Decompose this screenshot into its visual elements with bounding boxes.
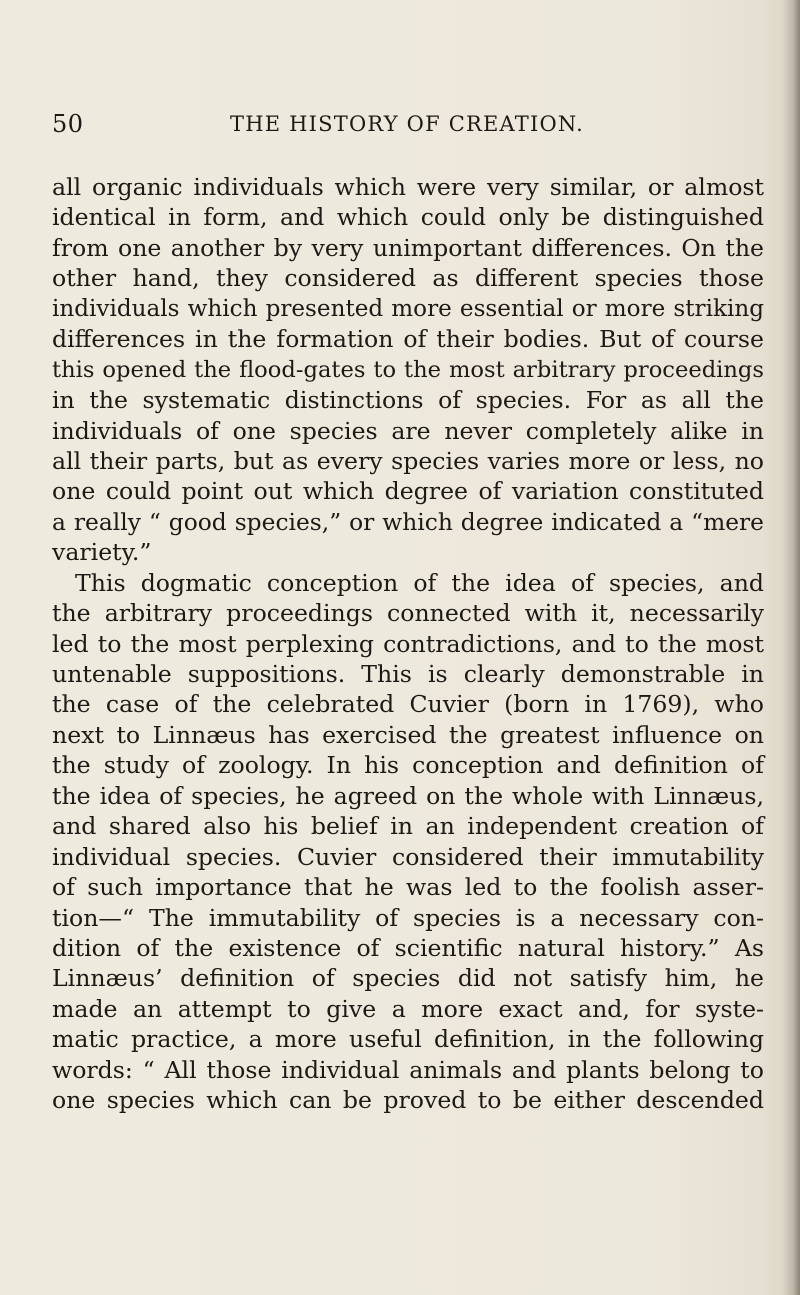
page-header: [52, 110, 732, 140]
page-edge-shadow: [782, 0, 800, 1295]
text-line: Linnæus’ definition of species did not satisfy him, he: [52, 964, 764, 993]
page-number: 50: [52, 110, 84, 138]
text-line: words: “ All those individual animals and plants belong to: [52, 1055, 764, 1084]
text-line: individual species. Cuvier considered their immutability: [52, 842, 764, 871]
text-line: in the systematic distinctions of species. For as all the: [52, 386, 764, 415]
text-line: differences in the formation of their bodies. But of course: [52, 325, 764, 354]
text-line: the idea of species, he agreed on the whole with Linnæus,: [52, 781, 764, 810]
text-line: individuals which presented more essential or more striking: [52, 295, 764, 322]
text-line: a really “ good species,” or which degree indicated a “mere: [52, 507, 764, 536]
text-line: and shared also his belief in an independent creation of: [52, 812, 764, 841]
text-line: this opened the flood-gates to the most arbitrary proceedings: [52, 356, 764, 383]
text-line: one could point out which degree of variation constituted: [52, 477, 764, 506]
text-line: from one another by very unimportant differences. On the: [52, 233, 764, 262]
text-line: other hand, they considered as different species those: [52, 264, 764, 293]
text-line: matic practice, a more useful definition, in the following: [52, 1025, 764, 1054]
text-line: all organic individuals which were very similar, or almost: [52, 173, 764, 201]
text-line: one species which can be proved to be either descended: [52, 1086, 764, 1115]
text-line: of such importance that he was led to the foolish asser-: [52, 873, 764, 902]
text-line: the arbitrary proceedings connected with it, necessarily: [52, 599, 764, 628]
text-line: next to Linnæus has exercised the greatest influence on: [52, 720, 764, 749]
paragraph-1: [52, 172, 764, 568]
text-line: untenable suppositions. This is clearly demonstrable in: [52, 660, 764, 688]
text-line: identical in form, and which could only be distinguished: [52, 203, 764, 232]
text-line: led to the most perplexing contradictions, and to the most: [52, 629, 764, 658]
text-line: made an attempt to give a more exact and, for syste-: [52, 994, 764, 1023]
text-line: the case of the celebrated Cuvier (born in 1769), who: [52, 690, 764, 719]
text-line: dition of the existence of scientific natural history.” As: [52, 933, 764, 962]
running-head: THE HISTORY OF CREATION.: [230, 112, 584, 136]
text-line: This dogmatic conception of the idea of species, and: [75, 568, 764, 597]
text-line: tion—“ The immutability of species is a necessary con-: [52, 903, 764, 932]
text-line: the study of zoology. In his conception and definition of: [52, 751, 764, 780]
body-text: [52, 172, 764, 1116]
text-line: individuals of one species are never completely alike in: [52, 416, 764, 445]
text-line: all their parts, but as every species varies more or less, no: [52, 446, 764, 475]
text-line: variety.”: [52, 538, 152, 567]
paragraph-2: [52, 568, 764, 1116]
